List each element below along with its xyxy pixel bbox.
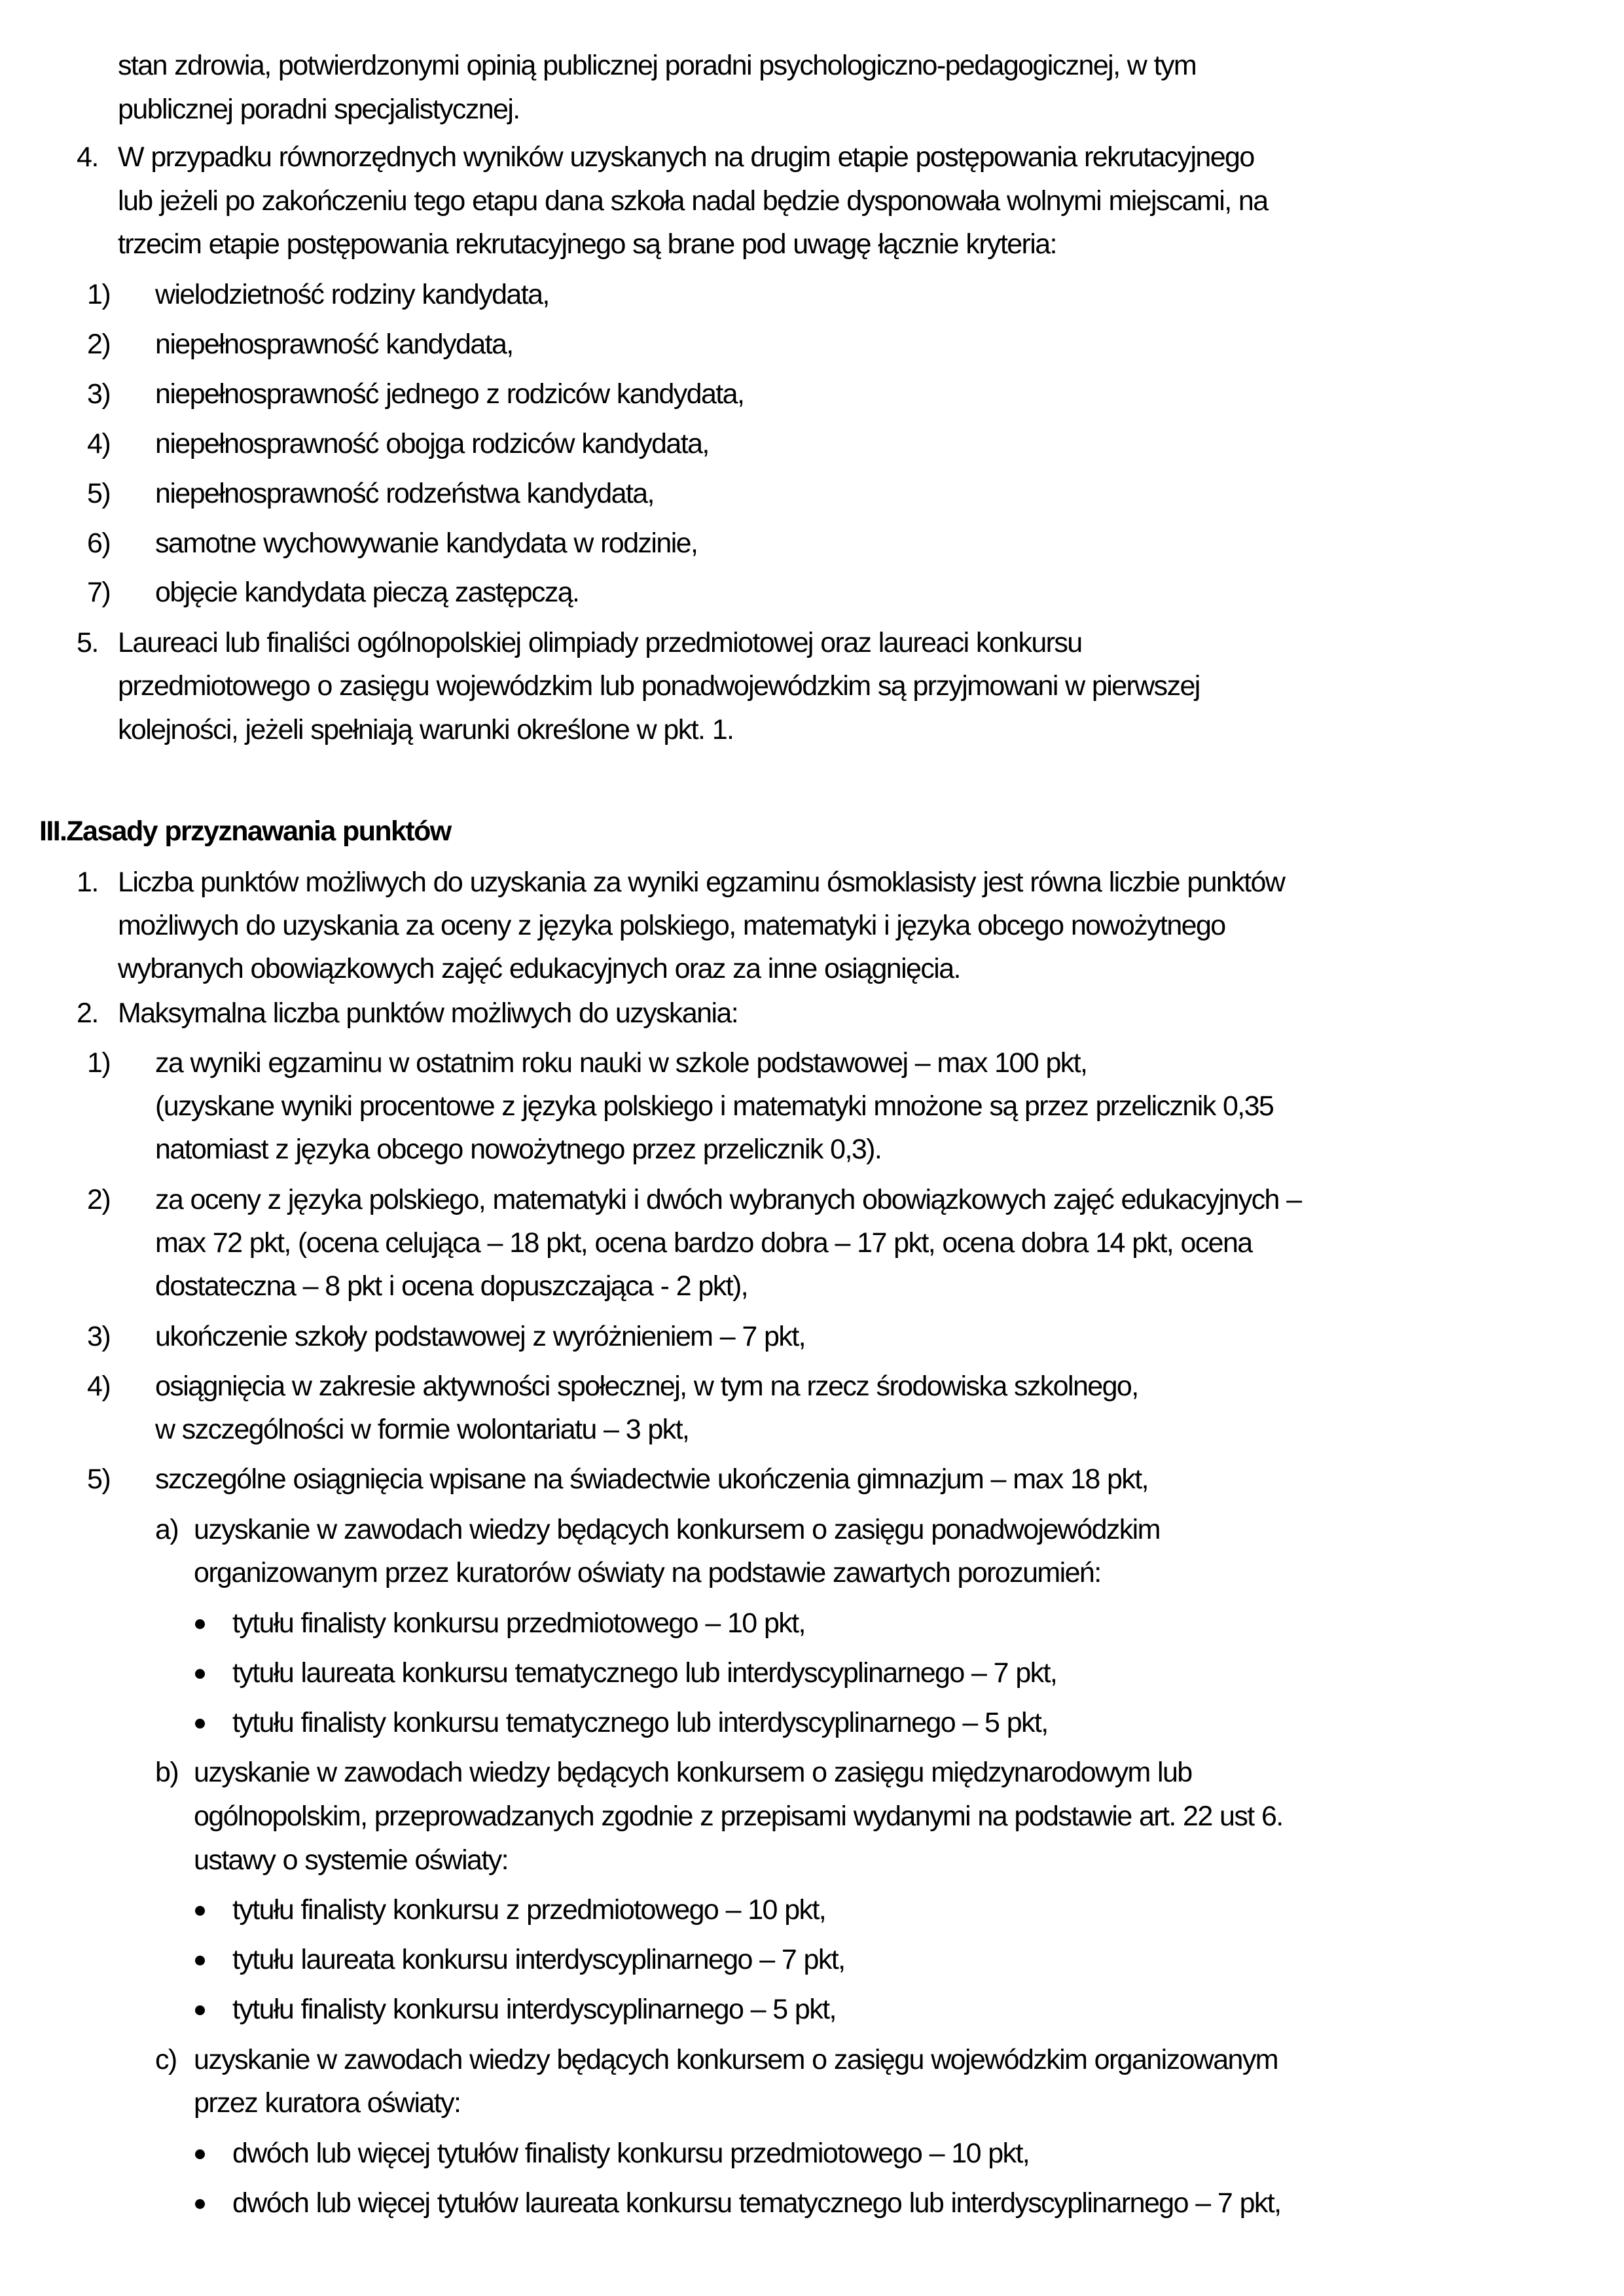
criterion-text: niepełnosprawność obojga rodziców kandydata, xyxy=(155,428,709,459)
bullet-text: tytułu finalisty konkursu interdyscyplinarnego – 5 pkt, xyxy=(232,1994,836,2025)
item-number: 4) xyxy=(87,1371,111,1402)
item-line: w szczególności w formie wolontariatu – 3 pkt, xyxy=(155,1414,689,1445)
section3-p1-line: możliwych do uzyskania za oceny z języka polskiego, matematyki i języka obcego nowożytnego xyxy=(118,910,1225,941)
point-number: 5. xyxy=(77,627,98,658)
sub-letter: b) xyxy=(155,1757,179,1788)
point4-line: lub jeżeli po zakończeniu tego etapu dana szkoła nadal będzie dysponowała wolnymi miejscami, na xyxy=(118,185,1268,217)
bullet-text: dwóch lub więcej tytułów laureata konkursu tematycznego lub interdyscyplinarnego – 7 pkt, xyxy=(232,2187,1281,2219)
criterion-number: 2) xyxy=(87,329,111,360)
item-line: za wyniki egzaminu w ostatnim roku nauki w szkole podstawowej – max 100 pkt, xyxy=(155,1047,1087,1079)
bullet-text: tytułu laureata konkursu tematycznego lub interdyscyplinarnego – 7 pkt, xyxy=(232,1657,1057,1689)
point5-line: kolejności, jeżeli spełniają warunki określone w pkt. 1. xyxy=(118,714,734,745)
bullet-icon xyxy=(195,2199,205,2209)
sub-line: uzyskanie w zawodach wiedzy będących konkursem o zasięgu ponadwojewódzkim xyxy=(194,1514,1160,1545)
item-line: max 72 pkt, (ocena celująca – 18 pkt, ocena bardzo dobra – 17 pkt, ocena dobra 14 pkt, ocena xyxy=(155,1227,1252,1259)
point4-line: W przypadku równorzędnych wyników uzyskanych na drugim etapie postępowania rekrutacyjnego xyxy=(118,141,1254,173)
section-heading: III.Zasady przyznawania punktów xyxy=(39,816,451,847)
bullet-icon xyxy=(195,1906,205,1916)
sub-line: uzyskanie w zawodach wiedzy będących konkursem o zasięgu międzynarodowym lub xyxy=(194,1757,1192,1788)
criterion-number: 3) xyxy=(87,378,111,410)
criterion-number: 6) xyxy=(87,528,111,559)
criterion-text: niepełnosprawność kandydata, xyxy=(155,329,513,360)
criterion-number: 1) xyxy=(87,279,111,310)
item-line: szczególne osiągnięcia wpisane na świadectwie ukończenia gimnazjum – max 18 pkt, xyxy=(155,1463,1148,1495)
criterion-text: objęcie kandydata pieczą zastępczą. xyxy=(155,577,579,608)
criterion-text: samotne wychowywanie kandydata w rodzinie, xyxy=(155,528,698,559)
bullet-icon xyxy=(195,1669,205,1679)
item-number: 2) xyxy=(87,1184,111,1215)
section3-p2-line: Maksymalna liczba punktów możliwych do uzyskania: xyxy=(118,997,738,1029)
bullet-icon xyxy=(195,1956,205,1965)
bullet-text: dwóch lub więcej tytułów finalisty konkursu przedmiotowego – 10 pkt, xyxy=(232,2138,1030,2169)
point-number: 4. xyxy=(77,141,98,173)
criterion-number: 5) xyxy=(87,478,111,509)
item-number: 3) xyxy=(87,1321,111,1352)
item-line: ukończenie szkoły podstawowej z wyróżnieniem – 7 pkt, xyxy=(155,1321,805,1352)
point4-line: trzecim etapie postępowania rekrutacyjnego są brane pod uwagę łącznie kryteria: xyxy=(118,228,1056,260)
criterion-number: 7) xyxy=(87,577,111,608)
sub-line: organizowanym przez kuratorów oświaty na podstawie zawartych porozumień: xyxy=(194,1557,1101,1588)
point5-line: przedmiotowego o zasięgu wojewódzkim lub ponadwojewódzkim są przyjmowani w pierwszej xyxy=(118,670,1200,702)
sub-line: uzyskanie w zawodach wiedzy będących konkursem o zasięgu wojewódzkim organizowanym xyxy=(194,2044,1278,2075)
point-number: 1. xyxy=(77,867,98,898)
sub-line: ustawy o systemie oświaty: xyxy=(194,1844,508,1876)
bullet-text: tytułu finalisty konkursu tematycznego lub interdyscyplinarnego – 5 pkt, xyxy=(232,1707,1048,1738)
criterion-text: wielodzietność rodziny kandydata, xyxy=(155,279,549,310)
item-line: natomiast z języka obcego nowożytnego przez przelicznik 0,3). xyxy=(155,1134,882,1165)
criterion-text: niepełnosprawność jednego z rodziców kandydata, xyxy=(155,378,744,410)
bullet-icon xyxy=(195,1719,205,1729)
sub-letter: c) xyxy=(155,2044,177,2075)
bullet-icon xyxy=(195,2005,205,2015)
sub-line: przez kuratora oświaty: xyxy=(194,2087,461,2119)
item-line: za oceny z języka polskiego, matematyki i dwóch wybranych obowiązkowych zajęć edukacyjnych – xyxy=(155,1184,1301,1215)
bullet-text: tytułu finalisty konkursu przedmiotowego – 10 pkt, xyxy=(232,1607,805,1639)
sub-letter: a) xyxy=(155,1514,179,1545)
bullet-text: tytułu finalisty konkursu z przedmiotowego – 10 pkt, xyxy=(232,1894,826,1926)
criterion-number: 4) xyxy=(87,428,111,459)
section3-p1-line: Liczba punktów możliwych do uzyskania za wyniki egzaminu ósmoklasisty jest równa liczbie punktów xyxy=(118,867,1285,898)
sub-line: ogólnopolskim, przeprowadzanych zgodnie z przepisami wydanymi na podstawie art. 22 ust 6. xyxy=(194,1801,1283,1832)
intro-line: stan zdrowia, potwierdzonymi opinią publicznej poradni psychologiczno-pedagogicznej, w tym xyxy=(118,50,1197,81)
bullet-text: tytułu laureata konkursu interdyscyplinarnego – 7 pkt, xyxy=(232,1944,845,1975)
item-number: 5) xyxy=(87,1463,111,1495)
intro-line: publicznej poradni specjalistycznej. xyxy=(118,94,520,125)
point5-line: Laureaci lub finaliści ogólnopolskiej olimpiady przedmiotowej oraz laureaci konkursu xyxy=(118,627,1082,658)
bullet-icon xyxy=(195,1619,205,1629)
section3-p1-line: wybranych obowiązkowych zajęć edukacyjnych oraz za inne osiągnięcia. xyxy=(118,953,960,984)
item-line: (uzyskane wyniki procentowe z języka polskiego i matematyki mnożone są przez przelicznik 0,35 xyxy=(155,1090,1274,1122)
item-number: 1) xyxy=(87,1047,111,1079)
item-line: dostateczna – 8 pkt i ocena dopuszczająca - 2 pkt), xyxy=(155,1270,748,1302)
criterion-text: niepełnosprawność rodzeństwa kandydata, xyxy=(155,478,654,509)
item-line: osiągnięcia w zakresie aktywności społecznej, w tym na rzecz środowiska szkolnego, xyxy=(155,1371,1138,1402)
bullet-icon xyxy=(195,2149,205,2159)
point-number: 2. xyxy=(77,997,98,1029)
